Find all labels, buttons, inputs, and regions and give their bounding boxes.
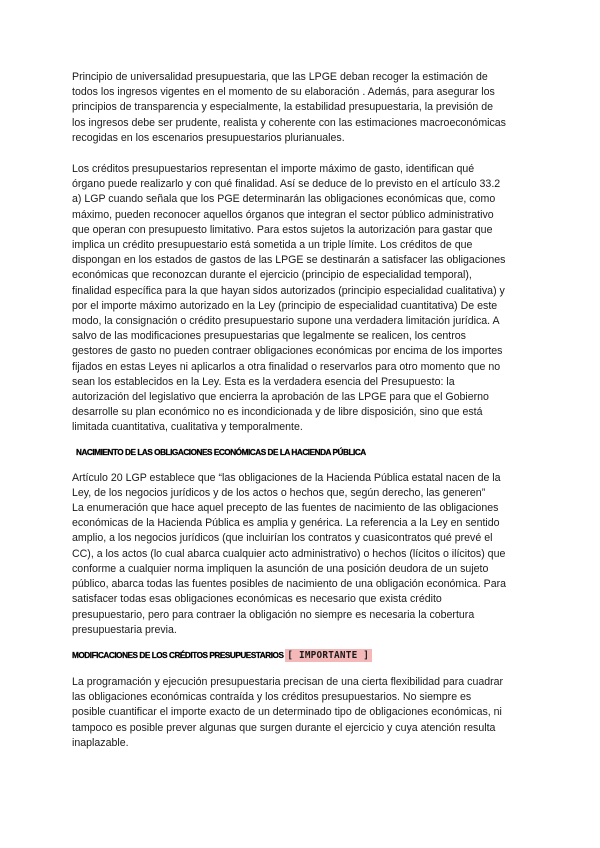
importante-highlight-tag: [ IMPORTANTE ] [285, 649, 372, 662]
text-line: Los créditos presupuestarios representan el importe máximo de gasto, identifican qué [72, 163, 475, 176]
text-line: Artículo 20 LGP establece que “las obligaciones de la Hacienda Pública estatal nacen de la [72, 471, 501, 484]
section-heading-modificaciones [72, 649, 530, 662]
paragraph-articulo-20 [72, 471, 530, 638]
text-line: autorización del legislativo que encierra la aprobación de las LPGE para que el Gobierno [72, 391, 489, 404]
text-line: máximo, pueden reconocer aquellos órganos que integran el sector público administrativo [72, 208, 494, 221]
text-line: modo, la consignación o crédito presupuestario supone una verdadera limitación jurídica. A [72, 315, 500, 328]
text-line: público, abarca todas las fuentes posibles de nacimiento de una obligación económica. Para [72, 578, 507, 591]
text-line: implica un crédito presupuestario está sometida a un triple límite. Los créditos de que [72, 239, 473, 252]
text-line: las obligaciones económicas contraída y los créditos presupuestarios. No siempre es [72, 691, 472, 704]
paragraph-universalidad [72, 70, 530, 146]
heading-text: MODIFICACIONES DE LOS CRÉDITOS PRESUPUESTARIOS [72, 650, 284, 660]
text-line: fijados en estas Leyes ni aplicarlos a otra finalidad o reservarlos para otro momento que no [72, 360, 501, 373]
text-line: Ley, de los negocios jurídicos y de los actos o hechos que, según derecho, las generen” [72, 486, 486, 499]
text-line: por el importe máximo autorizado en la Ley (principio de especialidad cuantitativa) De este [72, 299, 498, 312]
text-line: salvo de las modificaciones presupuestarias que legalmente se realicen, los centros [72, 330, 466, 343]
text-line: finalidad específica para la que hayan sidos autorizados (principio especialidad cualitativa) y [72, 284, 505, 297]
text-line: La enumeración que hace aquel precepto de las fuentes de nacimiento de las obligaciones [72, 502, 499, 515]
section-heading-nacimiento: NACIMIENTO DE LAS OBLIGACIONES ECONÓMICAS DE LA HACIENDA PÚBLICA [76, 447, 366, 457]
text-line: órgano puede realizarlo y con qué finalidad. Así se deduce de lo previsto en el artículo 33.2 [72, 178, 501, 191]
text-line: a) LGP cuando señala que los PGE determinarán las obligaciones económicas que, como [72, 193, 496, 206]
paragraph-creditos [72, 162, 530, 436]
document-page [72, 70, 530, 751]
heading-spacer [72, 436, 530, 446]
text-line: satisfacer todas esas obligaciones económicas es necesario que exista crédito [72, 593, 442, 606]
text-line: recogidas en los escenarios presupuestarios plurianuales. [72, 131, 345, 144]
text-line: desarrolle su plan económico no es incondicionada y de libre disposición, sino que está [72, 406, 483, 419]
text-line: dispongan en los estados de gastos de las LPGE se destinarán a satisfacer las obligaciones [72, 254, 506, 267]
text-line: gestores de gasto no pueden contraer obligaciones económicas por encima de los importes [72, 345, 503, 358]
paragraph-programacion [72, 675, 530, 751]
text-line: La programación y ejecución presupuestaria precisan de una cierta flexibilidad para cuadrar [72, 675, 504, 688]
text-line: limitada cuantitativa, cualitativa y temporalmente. [72, 421, 303, 434]
heading-spacer [72, 662, 530, 675]
text-line: posible cuantificar el importe exacto de un determinado tipo de obligaciones económicas, ni [72, 706, 502, 719]
text-line: presupuestario, pero para contraer la obligación no siempre es necesaria la cobertura [72, 608, 475, 621]
text-line: conforme a cualquier norma impliquen la asunción de una posición deudora de un sujeto [72, 562, 489, 575]
text-line: presupuestaria previa. [72, 623, 177, 636]
text-line: principios de transparencia y especialmente, la estabilidad presupuestaria, la previsión de [72, 101, 494, 114]
text-line: Principio de universalidad presupuestaria, que las LPGE deban recoger la estimación de [72, 71, 488, 83]
paragraph-spacer [72, 146, 530, 162]
text-line: económicas que reconozcan durante el ejercicio (principio de especialidad temporal), [72, 269, 472, 282]
text-line: inaplazable. [72, 736, 129, 749]
text-line: los ingresos debe ser prudente, realista y coherente con las estimaciones macroeconómicas [72, 116, 506, 129]
text-line: económicas de la Hacienda Pública es amplia y genérica. La referencia a la Ley en sentido [72, 517, 500, 530]
text-line: sean los establecidos en la Ley. Esta es la verdadera esencia del Presupuesto: la [72, 375, 455, 388]
text-line: todos los ingresos vigentes en el momento de su elaboración . Además, para asegurar los [72, 86, 495, 99]
text-line: que operan con presupuesto limitativo. Para estos sujetos la autorización para gastar que [72, 223, 493, 236]
heading-spacer [72, 459, 530, 471]
heading-spacer [72, 638, 530, 649]
text-line: CC), a los actos (lo cual abarca cualquier acto administrativo) o hechos (lícitos o ilícitos) que [72, 547, 506, 560]
text-line: amplio, a los negocios jurídicos (que incluirían los contratos y cuasicontratos qué prevé el [72, 532, 493, 545]
text-line: tampoco es posible prever algunas que surgen durante el ejercicio y cuya atención resulta [72, 721, 496, 734]
